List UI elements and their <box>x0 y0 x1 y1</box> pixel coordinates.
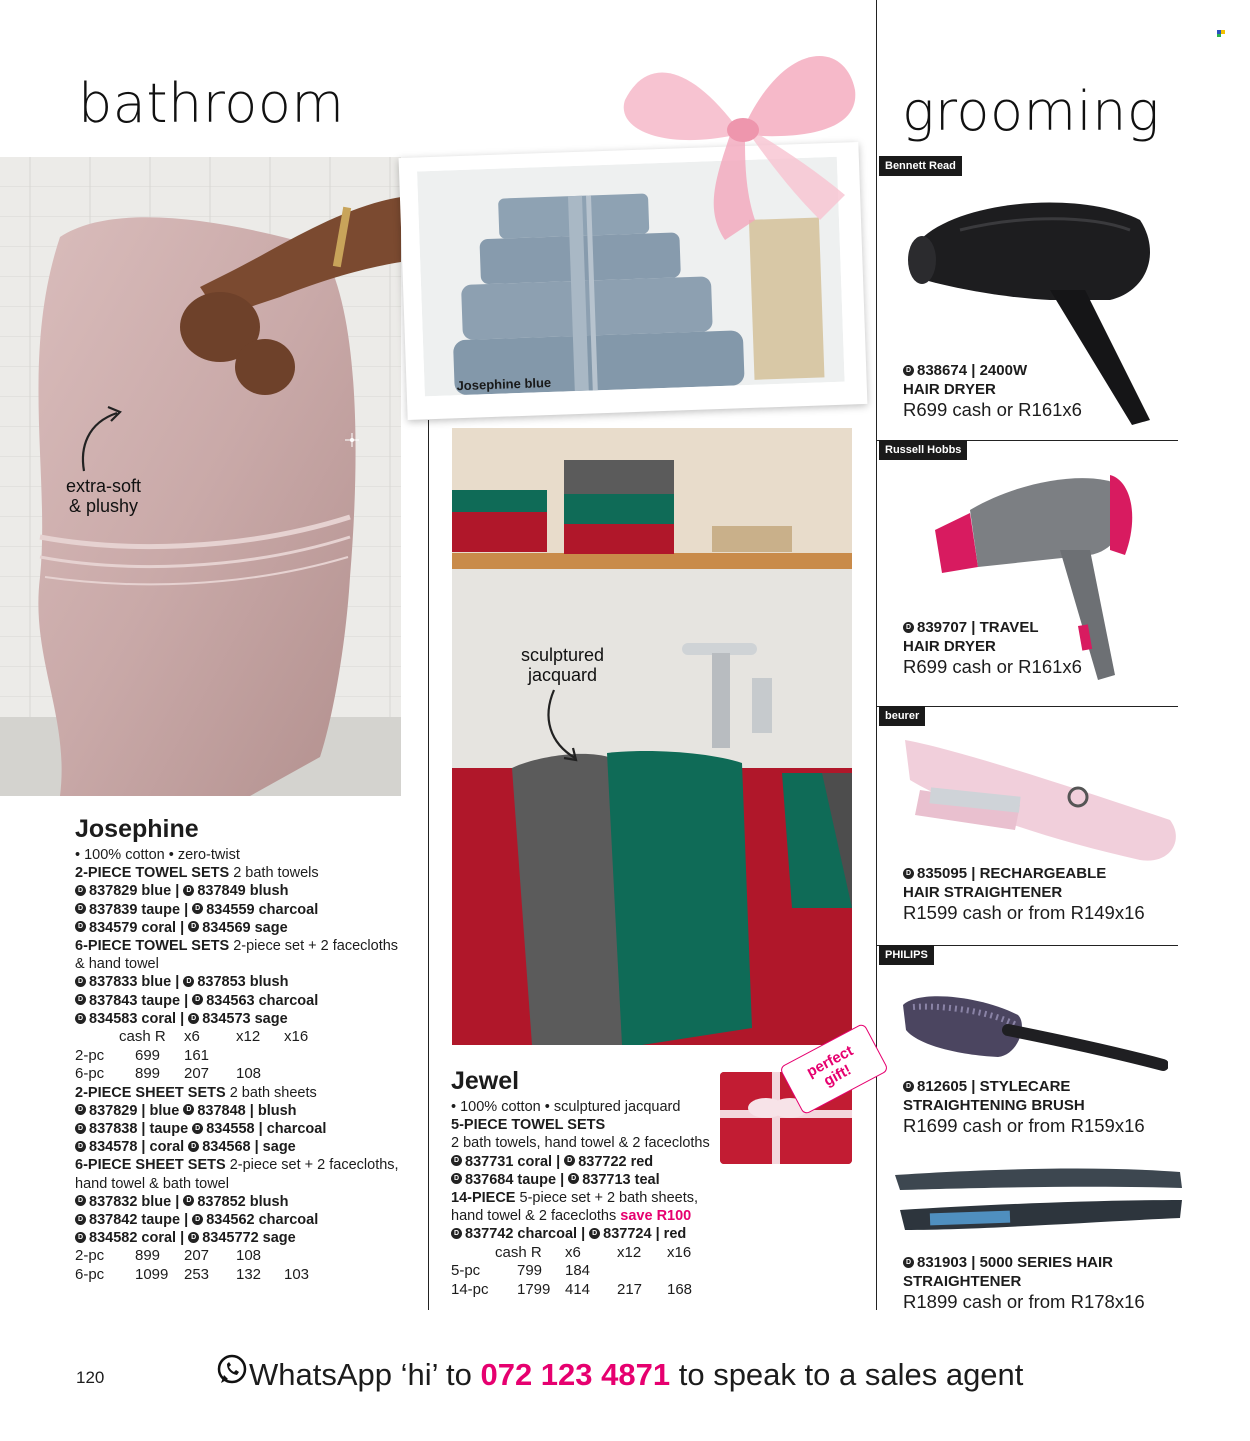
jewel-set14-desc: hand towel & 2 facecloths save R100 <box>451 1208 692 1225</box>
josephine-code-row: D 837839 taupe | D 834559 charcoal <box>75 901 420 919</box>
josephine-name: Josephine <box>75 815 199 843</box>
brand-badge-beurer: beurer <box>879 706 925 726</box>
josephine-towel-price-table <box>75 1028 324 1084</box>
josephine-code-row: D 834583 coral | D 834573 sage <box>75 1010 420 1028</box>
brand-badge-russell-hobbs: Russell Hobbs <box>879 440 967 460</box>
grooming-item-5-text <box>903 1253 1145 1313</box>
price-header-row: cash R x6 x12 x16 <box>119 1028 309 1046</box>
product-title-line: D 835095 | RECHARGEABLE <box>903 864 1145 883</box>
perfect-gift-text: perfect gift! <box>803 1042 857 1090</box>
whatsapp-footer: WhatsApp ‘hi’ to 072 123 4871 to speak to a sales agent <box>215 1356 1023 1398</box>
jewel-details <box>451 1066 721 1299</box>
bathroom-heading: bathroom <box>78 72 345 135</box>
rechargeable-straightener-image <box>900 730 1185 875</box>
product-title-line: D 838674 | 2400W <box>903 361 1082 380</box>
grooming-item-3-text <box>903 864 1145 924</box>
product-title-line: D 831903 | 5000 SERIES HAIR <box>903 1253 1145 1272</box>
whatsapp-number[interactable]: 072 123 4871 <box>480 1357 671 1393</box>
price-row: 6-pc 1099 253 132 103 <box>75 1265 310 1283</box>
price-row: 2-pc 899 207 108 <box>75 1247 262 1265</box>
pink-bow-decoration <box>605 20 865 255</box>
jacquard-callout: sculptured jacquard <box>521 645 605 685</box>
product-title-line: HAIR DRYER <box>903 381 996 398</box>
jewel-name: Jewel <box>451 1067 520 1095</box>
josephine-details <box>75 814 420 1284</box>
column-divider-center <box>428 420 429 1310</box>
product-title-line: D 812605 | STYLECARE <box>903 1077 1145 1096</box>
jewel-features: • 100% cotton • sculptured jacquard <box>451 1099 681 1115</box>
extra-soft-arrow-icon <box>72 403 132 478</box>
product-title-line: HAIR DRYER <box>903 638 996 655</box>
product-price: R1599 cash or from R149x16 <box>903 902 1145 923</box>
jewel-set5-heading: 5-PIECE TOWEL SETS <box>451 1117 606 1134</box>
jewel-towel-photo <box>452 428 852 1045</box>
product-title-line: HAIR STRAIGHTENER <box>903 884 1063 901</box>
jewel-code-row: D 837742 charcoal | D 837724 | red <box>451 1225 721 1243</box>
product-title-line: STRAIGHTENING BRUSH <box>903 1097 1085 1114</box>
product-price: R699 cash or R161x6 <box>903 656 1082 677</box>
extra-soft-callout: extra-soft & plushy <box>66 476 142 516</box>
series-5000-straightener-image <box>890 1160 1190 1255</box>
price-row: 5-pc 799 184 <box>451 1262 591 1280</box>
jewel-price-table <box>451 1244 707 1300</box>
product-price: R1899 cash or from R178x16 <box>903 1291 1145 1312</box>
josephine-towel-photo <box>0 157 401 796</box>
jewel-code-row: D 837731 coral | D 837722 red <box>451 1153 721 1171</box>
josephine-code-row: D 837829 | blue D 837848 | blush <box>75 1102 420 1120</box>
page-number: 120 <box>76 1368 105 1387</box>
jewel-set5-desc: 2 bath towels, hand towel & 2 facecloths <box>451 1135 710 1152</box>
josephine-towel6-desc: & hand towel <box>75 956 159 973</box>
polaroid-caption: Josephine blue <box>456 374 552 394</box>
straightening-brush-image <box>898 985 1168 1080</box>
josephine-code-row: D 834582 coral | D 8345772 sage <box>75 1229 420 1247</box>
grooming-item-1-text <box>903 361 1082 421</box>
josephine-code-row: D 837843 taupe | D 834563 charcoal <box>75 992 420 1010</box>
price-row: 6-pc 899 207 108 <box>75 1065 262 1083</box>
towel-illustration <box>0 157 401 796</box>
josephine-code-row: D 834579 coral | D 834569 sage <box>75 919 420 937</box>
josephine-code-row: D 837832 blue | D 837852 blush <box>75 1193 420 1211</box>
grooming-item-4-text <box>903 1077 1145 1137</box>
josephine-towel2-heading: 2-PIECE TOWEL SETS 2 bath towels <box>75 865 319 882</box>
price-row: 2-pc 699 161 <box>75 1046 210 1064</box>
save-badge: save R100 <box>620 1208 692 1225</box>
josephine-code-row: D 837842 taupe | D 834562 charcoal <box>75 1211 420 1229</box>
whatsapp-icon[interactable] <box>215 1353 249 1395</box>
price-header-row: cash R x6 x12 x16 <box>495 1243 692 1261</box>
brand-badge-bennett-read: Bennett Read <box>879 156 962 176</box>
product-title-line: D 839707 | TRAVEL <box>903 618 1082 637</box>
josephine-code-row: D 834578 | coral D 834568 | sage <box>75 1138 420 1156</box>
josephine-towel6-heading: 6-PIECE TOWEL SETS 2-piece set + 2 facecloths <box>75 938 399 955</box>
grooming-heading: grooming <box>902 80 1160 143</box>
column-divider-right <box>876 0 877 1310</box>
josephine-code-row: D 837829 blue | D 837849 blush <box>75 882 420 900</box>
jewel-set14-heading: 14-PIECE 5-piece set + 2 bath sheets, <box>451 1190 699 1207</box>
josephine-features: • 100% cotton • zero-twist <box>75 847 240 863</box>
registration-mark <box>1217 30 1227 37</box>
jacquard-arrow-icon <box>540 688 590 773</box>
jewel-towels-illustration <box>452 428 852 1045</box>
josephine-sheet6-heading: 6-PIECE SHEET SETS 2-piece set + 2 facecloths, <box>75 1157 399 1174</box>
josephine-sheet2-heading: 2-PIECE SHEET SETS 2 bath sheets <box>75 1084 317 1101</box>
product-price: R699 cash or R161x6 <box>903 399 1082 420</box>
josephine-sheet6-desc: hand towel & bath towel <box>75 1175 229 1192</box>
product-price: R1699 cash or from R159x16 <box>903 1115 1145 1136</box>
grooming-item-2-text <box>903 618 1082 678</box>
brand-badge-philips: PHILIPS <box>879 945 934 965</box>
josephine-code-row: D 837838 | taupe D 834558 | charcoal <box>75 1120 420 1138</box>
product-title-line: STRAIGHTENER <box>903 1273 1022 1290</box>
josephine-sheet-price-table <box>75 1247 324 1284</box>
price-row: 14-pc 1799 414 217 168 <box>451 1280 693 1298</box>
jewel-code-row: D 837684 taupe | D 837713 teal <box>451 1171 721 1189</box>
josephine-code-row: D 837833 blue | D 837853 blush <box>75 973 420 991</box>
